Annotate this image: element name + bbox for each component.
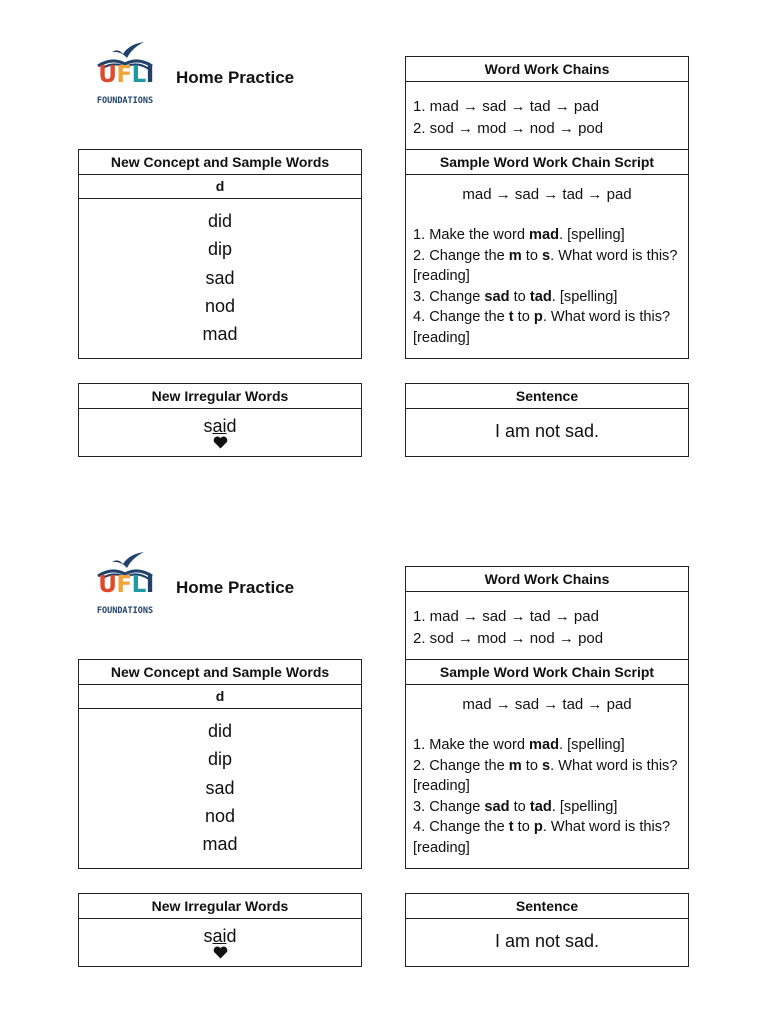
irregular-words-header: New Irregular Words	[79, 384, 361, 409]
script-step-1: 1. Make the word mad. [spelling]	[413, 227, 625, 243]
word-work-chains-box	[405, 56, 689, 151]
chain-script-header: Sample Word Work Chain Script	[406, 150, 688, 175]
sentence-box	[405, 383, 689, 457]
script-chain: mad → sad → tad → pad	[462, 696, 632, 713]
script-step-3: 3. Change sad to tad. [spelling]	[413, 798, 618, 815]
script-steps	[406, 206, 688, 348]
heart-icon	[213, 436, 228, 449]
irregular-word: said	[79, 919, 361, 959]
sample-word: mad	[202, 324, 238, 345]
logo-subtitle: FOUNDATIONS	[96, 606, 154, 616]
new-concept-header: New Concept and Sample Words	[79, 150, 361, 175]
sample-word: sad	[205, 777, 235, 798]
heart-part: ai	[212, 416, 227, 436]
home-practice-title: Home Practice	[176, 578, 295, 597]
sentence-header: Sentence	[406, 894, 688, 919]
sample-word: nod	[204, 805, 236, 826]
ufli-letters: UFLI	[98, 62, 154, 88]
irregular-word: said	[79, 409, 361, 449]
chain-line: 2. sod → mod → nod → pod	[413, 630, 604, 647]
chain-line: 2. sod → mod → nod → pod	[413, 120, 604, 137]
word-work-chains-box	[405, 566, 689, 661]
logo-subtitle: FOUNDATIONS	[96, 96, 154, 106]
chain-line: 1. mad → sad → tad → pad	[413, 98, 599, 115]
sentence-header: Sentence	[406, 384, 688, 409]
ufli-letters: UFLI	[98, 572, 154, 598]
word-work-chains-header: Word Work Chains	[406, 567, 688, 592]
heart-icon	[213, 946, 228, 959]
word-work-chains-header: Word Work Chains	[406, 57, 688, 82]
script-step-3: 3. Change sad to tad. [spelling]	[413, 288, 618, 305]
new-concept-box	[78, 659, 362, 869]
script-steps	[406, 716, 688, 858]
heart-part: ai	[212, 926, 227, 946]
home-practice-sheet-1	[0, 0, 768, 510]
new-concept-header: New Concept and Sample Words	[79, 660, 361, 685]
sample-word: nod	[204, 295, 236, 316]
sample-word: mad	[202, 834, 238, 855]
sample-words-list	[79, 199, 361, 348]
sample-word: did	[207, 211, 233, 231]
home-practice-title: Home Practice	[176, 68, 295, 87]
script-step-2: 2. Change the m to s. What word is this? [reading]	[413, 247, 678, 284]
irregular-words-box	[78, 893, 362, 967]
new-concept-box	[78, 149, 362, 359]
grapheme-label: d	[79, 175, 361, 199]
chain-script-header: Sample Word Work Chain Script	[406, 660, 688, 685]
ufli-foundations-logo	[92, 40, 158, 114]
script-step-4: 4. Change the t to p. What word is this? [reading]	[413, 309, 671, 346]
sample-word: did	[207, 721, 233, 741]
sample-word: dip	[207, 239, 233, 260]
irregular-words-box	[78, 383, 362, 457]
script-step-4: 4. Change the t to p. What word is this? [reading]	[413, 819, 671, 856]
home-practice-sheet-2	[0, 510, 768, 1020]
script-chain: mad → sad → tad → pad	[462, 186, 632, 203]
irregular-words-header: New Irregular Words	[79, 894, 361, 919]
sample-words-list	[79, 709, 361, 858]
sample-word: sad	[205, 267, 235, 288]
sentence-box	[405, 893, 689, 967]
chain-script-box	[405, 149, 689, 359]
sentence-text: I am not sad.	[494, 931, 600, 951]
chain-line: 1. mad → sad → tad → pad	[413, 608, 599, 625]
script-step-1: 1. Make the word mad. [spelling]	[413, 737, 625, 753]
chain-list	[406, 592, 688, 650]
chain-list	[406, 82, 688, 140]
script-step-2: 2. Change the m to s. What word is this? [reading]	[413, 757, 678, 794]
ufli-foundations-logo	[92, 550, 158, 624]
grapheme-label: d	[79, 685, 361, 709]
sentence-text: I am not sad.	[494, 421, 600, 441]
chain-script-box	[405, 659, 689, 869]
sample-word: dip	[207, 749, 233, 770]
